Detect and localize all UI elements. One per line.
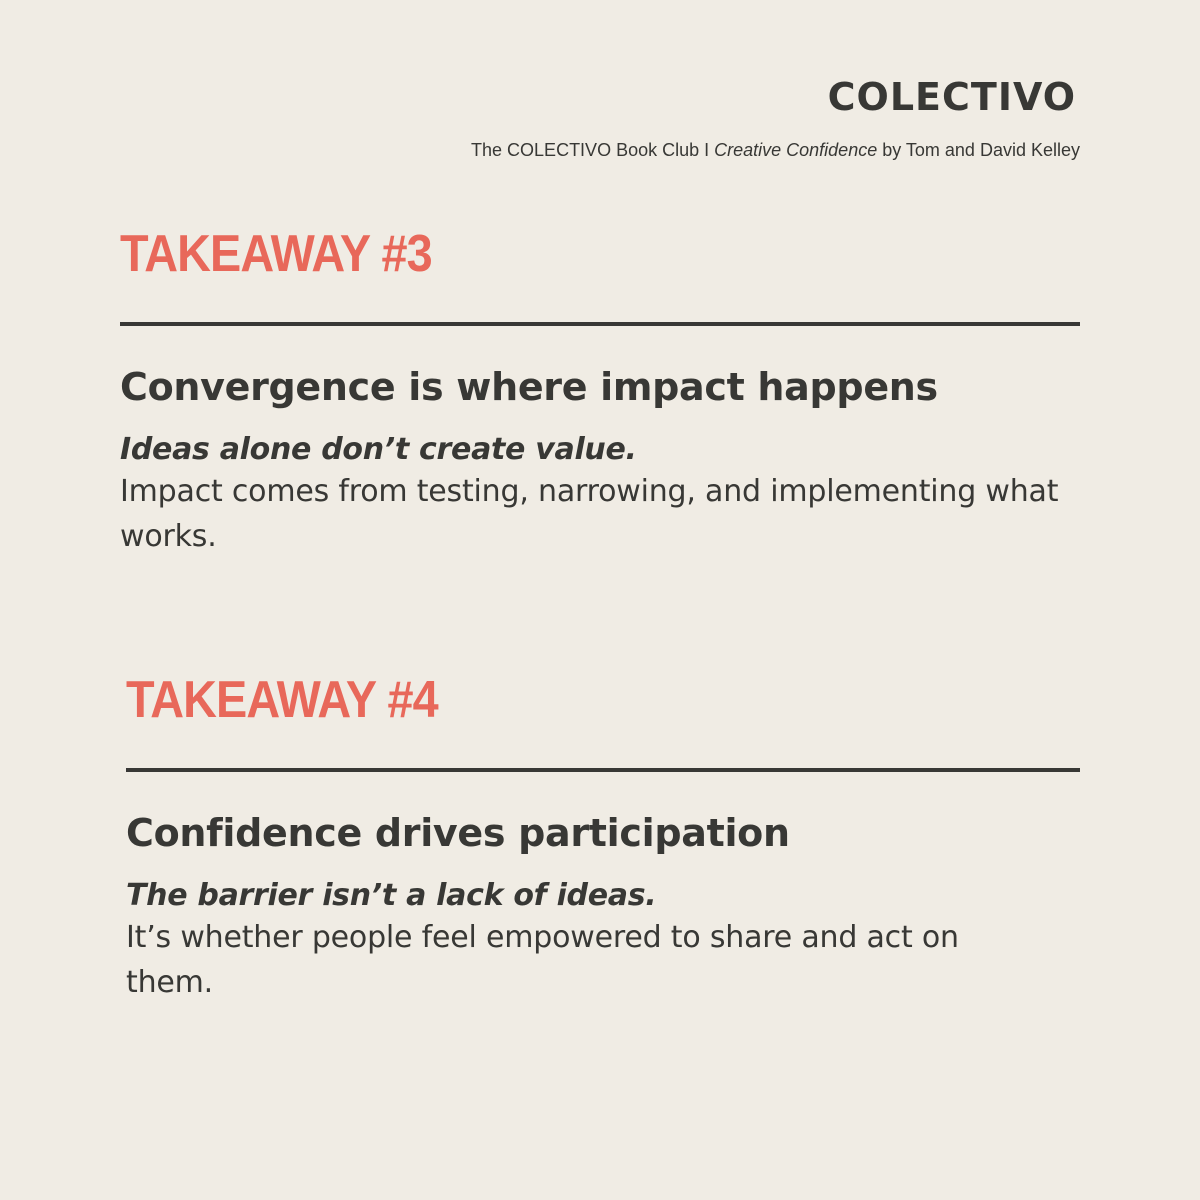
subtitle-suffix: by Tom and David Kelley xyxy=(877,140,1080,160)
takeaway-heading: Convergence is where impact happens xyxy=(120,365,938,409)
takeaway-body: It’s whether people feel empowered to share and act on them. xyxy=(126,919,959,1001)
takeaway-section-3 xyxy=(120,225,1080,560)
takeaway-section-4 xyxy=(126,671,1080,1006)
takeaway-label: TAKEAWAY #3 xyxy=(120,225,432,283)
takeaway-heading: Confidence drives participation xyxy=(126,811,790,855)
divider xyxy=(120,322,1080,326)
takeaway-lead: The barrier isn’t a lack of ideas. xyxy=(126,877,657,913)
divider xyxy=(126,768,1080,772)
takeaway-lead: Ideas alone don’t create value. xyxy=(120,431,637,467)
brand-logo: COLECTIVO xyxy=(827,75,1076,119)
takeaway-label: TAKEAWAY #4 xyxy=(126,671,438,729)
takeaway-body: Impact comes from testing, narrowing, and implementing what works. xyxy=(120,473,1059,555)
subtitle-prefix: The COLECTIVO Book Club I xyxy=(471,140,715,160)
book-title: Creative Confidence xyxy=(714,140,878,160)
book-club-subtitle xyxy=(471,140,1080,162)
